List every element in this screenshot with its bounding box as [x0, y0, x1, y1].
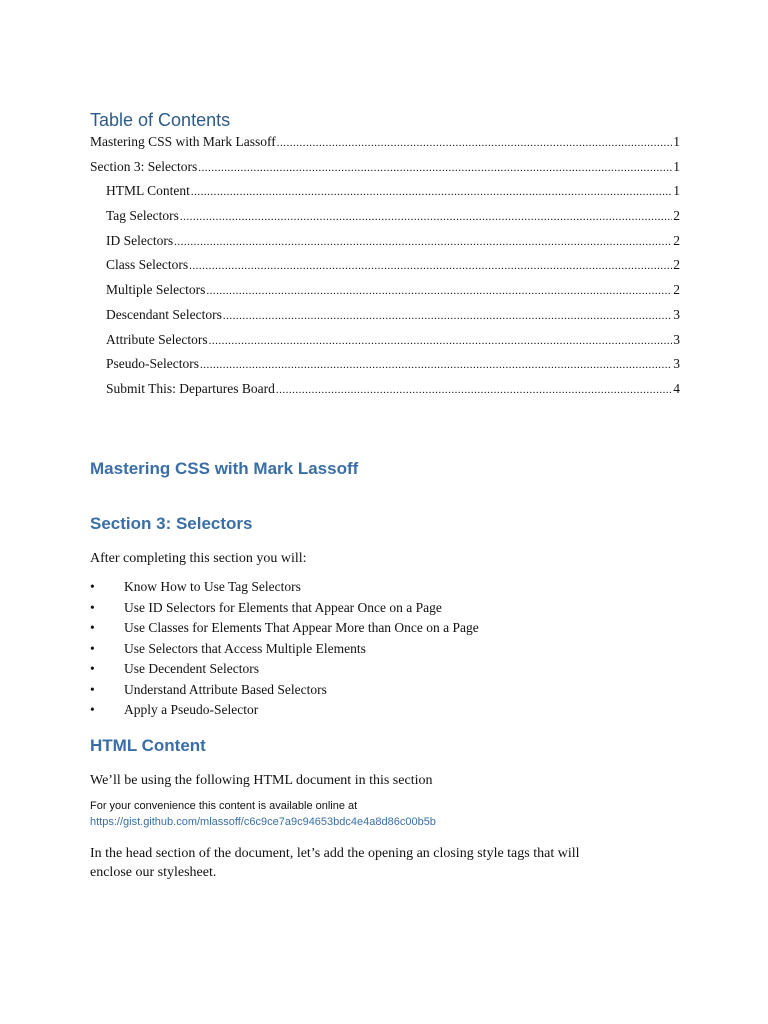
toc-entry[interactable] — [90, 159, 680, 184]
toc-entry[interactable] — [90, 183, 680, 208]
toc-leader-dots — [198, 162, 672, 174]
toc-entry-title: Multiple Selectors — [106, 282, 206, 298]
selectors-heading: Section 3: Selectors — [90, 514, 253, 533]
bullet-icon: • — [90, 599, 95, 615]
selectors-intro: After completing this section you will: — [90, 551, 307, 566]
toc-leader-dots — [180, 211, 672, 223]
toc-entry-title: Attribute Selectors — [106, 331, 208, 347]
toc-entry-page: 3 — [673, 356, 680, 372]
list-item-text: Use Classes for Elements That Appear More than Once on a Page — [124, 620, 479, 635]
bullet-icon: • — [90, 661, 95, 676]
list-item — [90, 620, 479, 641]
toc-entry[interactable] — [90, 134, 680, 159]
toc-entry-page: 2 — [673, 282, 680, 298]
list-item — [90, 702, 479, 723]
toc-entry[interactable] — [90, 307, 680, 332]
toc-entry[interactable] — [90, 282, 680, 307]
toc-entry-page: 1 — [673, 134, 680, 149]
bullet-icon: • — [90, 702, 95, 717]
list-item-text: Apply a Pseudo-Selector — [124, 702, 259, 717]
toc-leader-dots — [276, 384, 672, 396]
toc-entry-title: ID Selectors — [106, 232, 174, 248]
bullet-icon: • — [90, 640, 95, 656]
list-item — [90, 579, 479, 600]
list-item — [90, 600, 479, 621]
toc-entry-title: Pseudo-Selectors — [106, 356, 199, 372]
toc-list — [90, 134, 680, 406]
toc-entry-title: Class Selectors — [106, 257, 189, 273]
toc-entry-title: Submit This: Departures Board — [106, 380, 275, 396]
list-item — [90, 661, 479, 682]
toc-entry[interactable] — [90, 257, 680, 282]
toc-entry[interactable] — [90, 381, 680, 406]
list-item-text: Understand Attribute Based Selectors — [124, 681, 327, 697]
toc-entry-title: Section 3: Selectors — [90, 158, 198, 174]
objectives-list — [90, 579, 479, 723]
toc-leader-dots — [189, 260, 672, 272]
toc-leader-dots — [223, 310, 672, 322]
toc-entry-page: 2 — [673, 257, 680, 273]
toc-entry-page: 3 — [673, 331, 680, 347]
bullet-icon: • — [90, 579, 95, 594]
toc-leader-dots — [174, 236, 672, 248]
toc-entry-title: Mastering CSS with Mark Lassoff — [90, 134, 276, 149]
toc-entry-page: 1 — [673, 183, 680, 199]
toc-entry-page: 2 — [673, 208, 680, 224]
toc-leader-dots — [206, 285, 672, 297]
toc-leader-dots — [277, 137, 673, 149]
list-item — [90, 682, 479, 703]
list-item-text: Use ID Selectors for Elements that Appear Once on a Page — [124, 599, 442, 615]
toc-entry-page: 1 — [673, 158, 680, 174]
gist-link[interactable]: https://gist.github.com/mlassoff/c6c9ce7a9c94653bdc4e4a8d86c00b5b — [90, 816, 436, 828]
bullet-icon: • — [90, 681, 95, 697]
toc-heading: Table of Contents — [90, 110, 231, 130]
mastering-heading: Mastering CSS with Mark Lassoff — [90, 459, 359, 478]
bullet-icon: • — [90, 620, 95, 635]
toc-entry[interactable] — [90, 233, 680, 258]
html-content-intro: We’ll be using the following HTML document in this section — [90, 773, 433, 788]
toc-entry-page: 3 — [673, 306, 680, 322]
toc-entry-title: Tag Selectors — [106, 208, 179, 224]
toc-entry-title: HTML Content — [106, 183, 190, 199]
list-item — [90, 641, 479, 662]
list-item-text: Use Selectors that Access Multiple Elements — [124, 640, 366, 656]
toc-entry-page: 2 — [673, 232, 680, 248]
list-item-text: Know How to Use Tag Selectors — [124, 579, 301, 594]
toc-entry-title: Descendant Selectors — [106, 306, 222, 322]
html-content-heading: HTML Content — [90, 736, 206, 755]
toc-leader-dots — [191, 186, 672, 198]
body-line-1: In the head section of the document, let’s add the opening an closing style tags that will — [90, 846, 580, 861]
toc-leader-dots — [209, 335, 673, 347]
toc-leader-dots — [200, 359, 672, 371]
list-item-text: Use Decendent Selectors — [124, 661, 259, 676]
toc-entry[interactable] — [90, 208, 680, 233]
toc-entry[interactable] — [90, 356, 680, 381]
toc-entry-page: 4 — [673, 380, 680, 396]
toc-entry[interactable] — [90, 332, 680, 357]
body-line-2: enclose our stylesheet. — [90, 865, 217, 880]
convenience-note: For your convenience this content is available online at — [90, 800, 358, 812]
